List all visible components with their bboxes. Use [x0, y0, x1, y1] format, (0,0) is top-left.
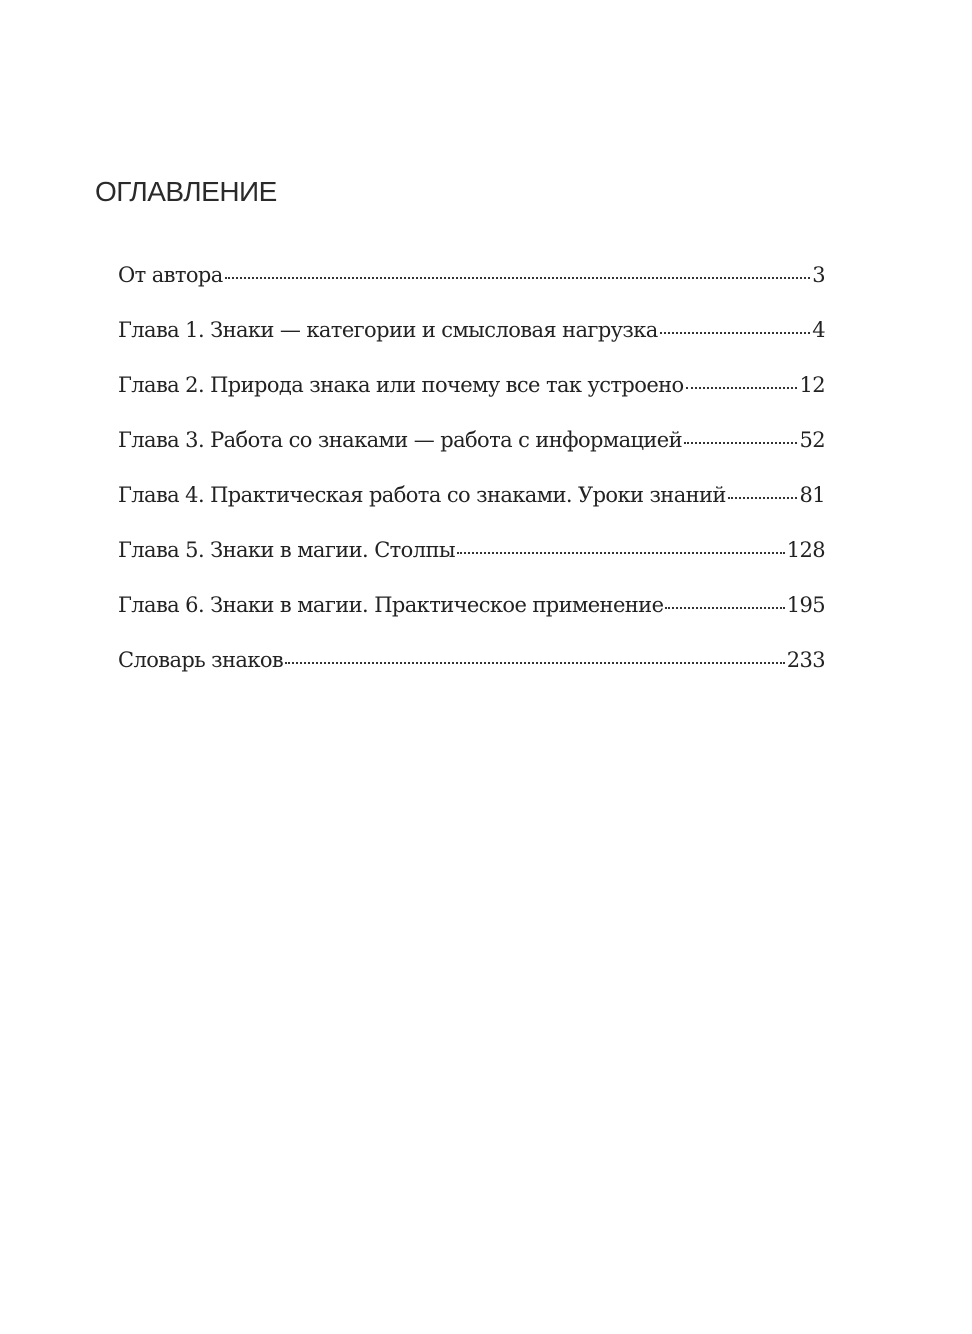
dot-leader: [457, 551, 785, 554]
toc-entry-author: [118, 258, 825, 313]
dot-leader: [728, 496, 798, 499]
toc-entry-label: Глава 3. Работа со знаками — работа с информацией: [118, 428, 683, 452]
dot-leader: [686, 386, 798, 389]
toc-entry-glossary: [118, 643, 825, 698]
toc-entry-page: 81: [799, 483, 825, 507]
toc-entry-chapter-3: [118, 423, 825, 478]
toc-entry-page: 3: [812, 263, 825, 287]
toc-entry-page: 12: [799, 373, 825, 397]
toc-entry-chapter-2: [118, 368, 825, 423]
toc-list: [118, 258, 825, 698]
dot-leader: [225, 276, 811, 279]
toc-entry-label: Глава 2. Природа знака или почему все так устроено: [118, 373, 684, 397]
toc-entry-page: 52: [799, 428, 825, 452]
toc-title: ОГЛАВЛЕНИЕ: [95, 176, 277, 207]
toc-entry-chapter-5: [118, 533, 825, 588]
toc-entry-label: Глава 6. Знаки в магии. Практическое применение: [118, 593, 664, 617]
toc-entry-page: 233: [786, 648, 825, 672]
toc-entry-label: От автора: [118, 263, 223, 287]
toc-entry-label: Глава 5. Знаки в магии. Столпы: [118, 538, 455, 562]
dot-leader: [684, 441, 797, 444]
toc-entry-page: 4: [812, 318, 825, 342]
toc-entry-label: Словарь знаков: [118, 648, 284, 672]
dot-leader: [285, 661, 785, 664]
dot-leader: [665, 606, 784, 609]
toc-entry-page: 128: [786, 538, 825, 562]
toc-entry-label: Глава 1. Знаки — категории и смысловая нагрузка: [118, 318, 658, 342]
toc-entry-chapter-6: [118, 588, 825, 643]
toc-entry-chapter-1: [118, 313, 825, 368]
toc-entry-chapter-4: [118, 478, 825, 533]
toc-entry-label: Глава 4. Практическая работа со знаками. Уроки знаний: [118, 483, 726, 507]
toc-entry-page: 195: [786, 593, 825, 617]
dot-leader: [660, 331, 811, 334]
